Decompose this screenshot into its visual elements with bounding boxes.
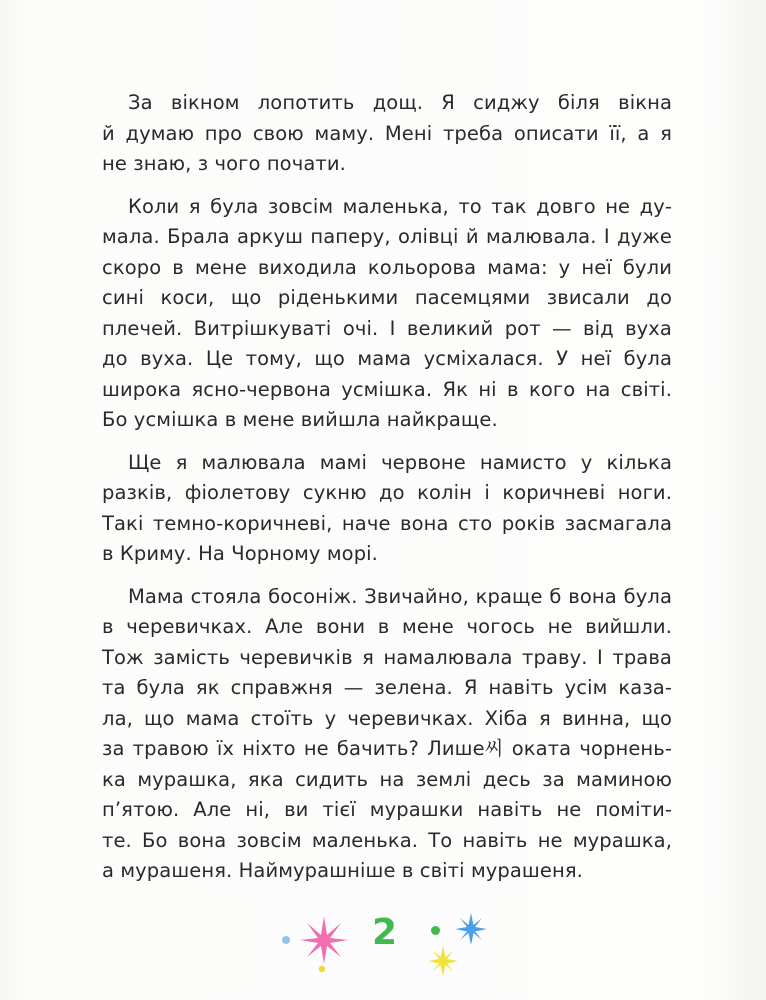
text-line: за травою їх ніхто не бачить? Лише씨 оката чорнень- (102, 737, 672, 760)
page-footer (0, 900, 766, 1000)
yellow-star-icon (426, 944, 460, 978)
text-line: в черевичках. Але вони в мене чогось не вийшли. (102, 615, 672, 638)
text-line: скоро в мене виходила кольорова мама: у неї були (102, 255, 672, 279)
text-line: та була як справжня — зелена. Я навіть усім каза- (102, 676, 672, 699)
text-line: Ще я малювала мамі червоне намисто у кілька (128, 450, 672, 474)
dot-icon (430, 925, 441, 936)
text-line: Такі темно-коричневі, наче вона сто років засмагала (102, 511, 672, 535)
text-line: не знаю, з чого почати. (102, 152, 346, 175)
text-line: разків, фіолетову сукню до колін і коричневі ноги. (102, 481, 672, 504)
text-line: Тож замість черевичків я намалювала траву. І трава (102, 645, 672, 669)
text-line: сині коси, що ріденькими пасемцями звисали до (102, 286, 672, 309)
text-line: п’ятою. Але ні, ви тієї мурашки навіть не поміти- (102, 798, 672, 821)
text-line: а мурашеня. Наймурашніше в світі мурашеня. (102, 859, 583, 882)
text-line: плечей. Витрішкуваті очі. І великий рот — від вуха (102, 316, 672, 340)
text-line: ла, що мама стоїть у черевичках. Хіба я винна, що (102, 706, 672, 730)
paragraph-4 (102, 582, 672, 887)
text-line: мала. Брала аркуш паперу, олівці й малювала. І дуже (102, 225, 672, 248)
paragraph-2 (102, 192, 672, 436)
text-line: в Криму. На Чорному морі. (102, 542, 378, 565)
blue-star-icon (454, 912, 488, 946)
text-line: й думаю про свою маму. Мені треба описати її, а я (102, 121, 672, 145)
story-text (102, 88, 672, 899)
text-line: Мама стояла босоніж. Звичайно, краще б вона була (128, 584, 672, 608)
text-line: ка мурашка, яка сидить на землі десь за маминою (102, 767, 672, 791)
text-line: широка ясно-червона усмішка. Як ні в кого на світі. (102, 377, 672, 401)
paragraph-3 (102, 448, 672, 570)
text-line: до вуха. Це тому, що мама усміхалася. У неї була (102, 347, 672, 370)
paragraph-1 (102, 88, 672, 180)
text-line: те. Бо вона зовсім маленька. То навіть не мурашка, (102, 828, 672, 852)
page-number: 2 (372, 912, 398, 953)
dot-icon (281, 935, 291, 945)
text-line: За вікном лопотить дощ. Я сиджу біля вікна (128, 91, 672, 114)
dot-icon (318, 965, 326, 973)
text-line: Бо усмішка в мене вийшла найкраще. (102, 408, 498, 431)
text-line: Коли я була зовсім маленька, то так довго не ду- (128, 194, 672, 218)
pink-star-icon (298, 914, 350, 966)
